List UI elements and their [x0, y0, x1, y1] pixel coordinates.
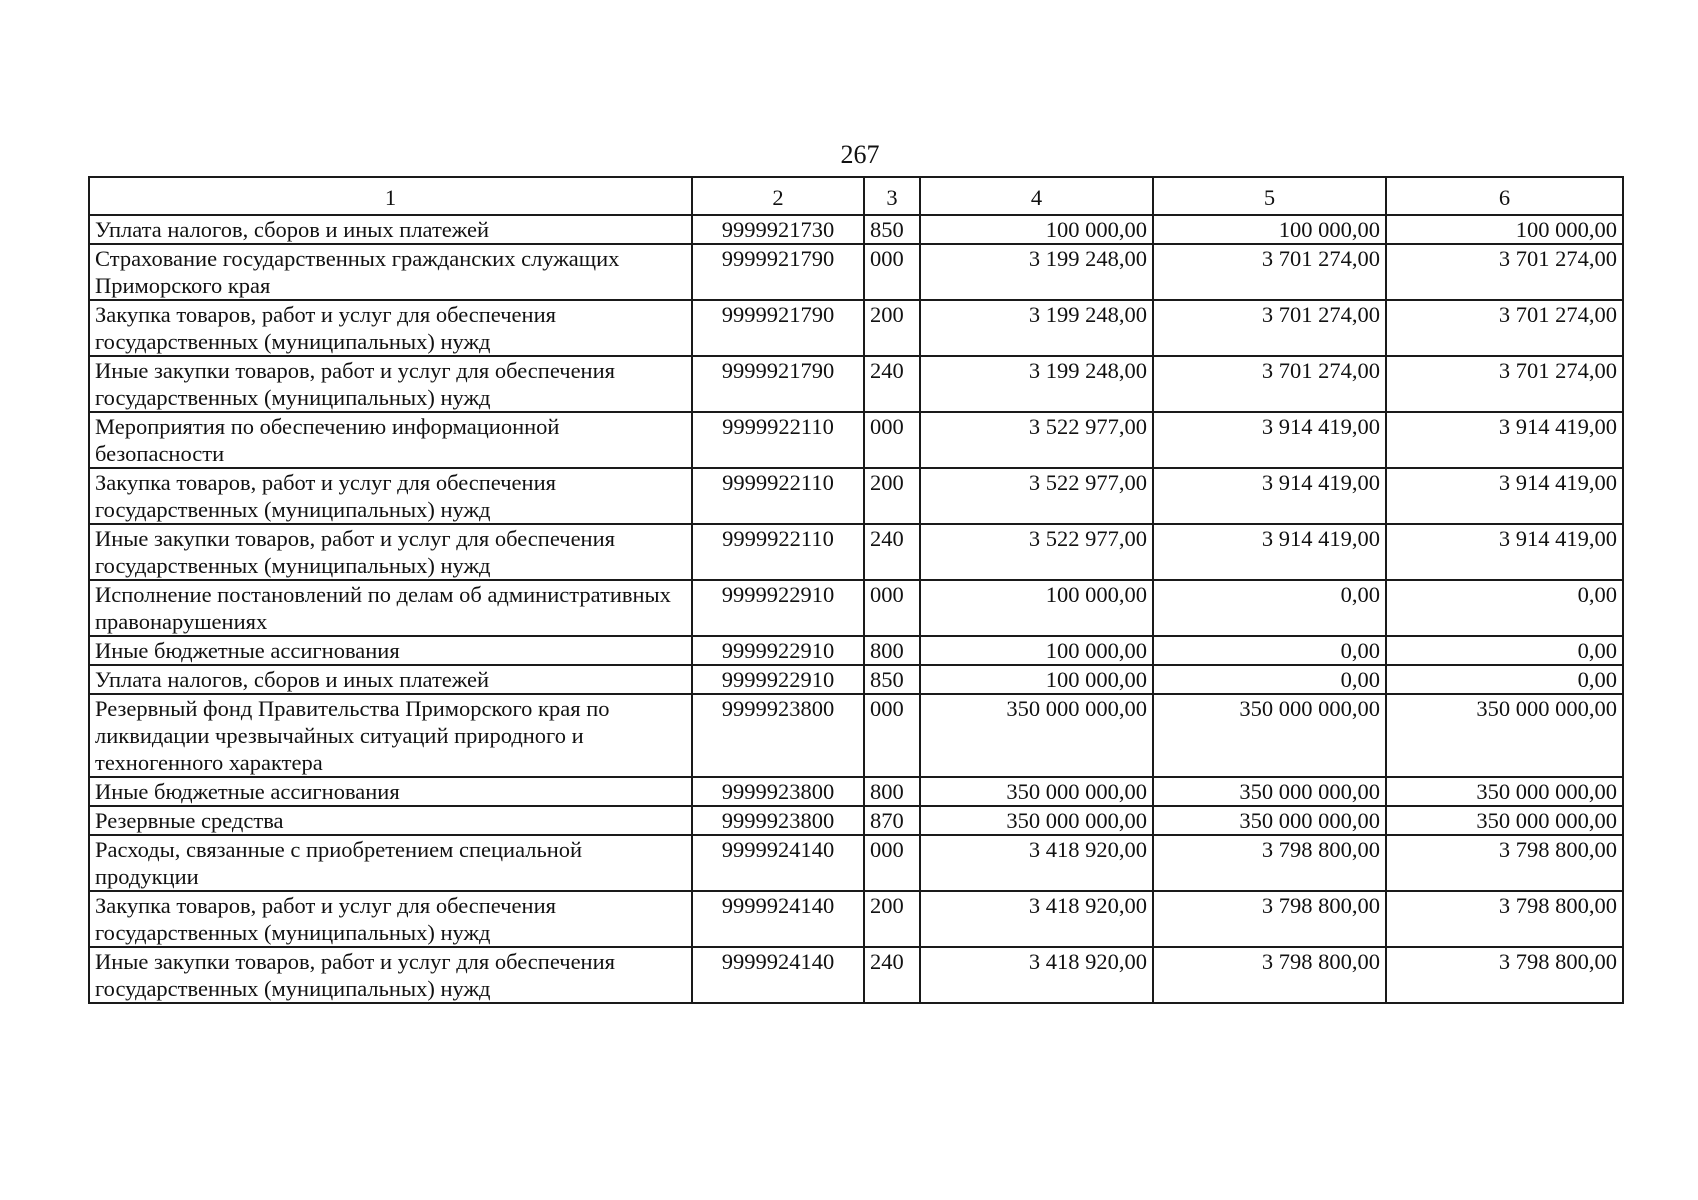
row-value-col5: 100 000,00: [1153, 215, 1386, 244]
row-name: Резервный фонд Правительства Приморского края по ликвидации чрезвычайных ситуаций природного и техногенного характера: [89, 694, 692, 777]
row-value-col6: 3 798 800,00: [1386, 947, 1623, 1003]
row-value-col4: 100 000,00: [920, 665, 1153, 694]
table-header-row: [89, 177, 1623, 215]
table-row: [89, 806, 1623, 835]
row-value-col6: 3 914 419,00: [1386, 468, 1623, 524]
row-name: Расходы, связанные с приобретением специальной продукции: [89, 835, 692, 891]
row-value-col6: 350 000 000,00: [1386, 777, 1623, 806]
row-name: Иные бюджетные ассигнования: [89, 636, 692, 665]
row-expense-type: 240: [864, 524, 920, 580]
row-name: Закупка товаров, работ и услуг для обеспечения государственных (муниципальных) нужд: [89, 300, 692, 356]
row-value-col5: 350 000 000,00: [1153, 777, 1386, 806]
row-value-col5: 3 701 274,00: [1153, 244, 1386, 300]
row-value-col5: 3 798 800,00: [1153, 835, 1386, 891]
row-name: Уплата налогов, сборов и иных платежей: [89, 665, 692, 694]
row-value-col5: 3 914 419,00: [1153, 412, 1386, 468]
row-value-col4: 3 418 920,00: [920, 891, 1153, 947]
row-value-col6: 0,00: [1386, 580, 1623, 636]
row-value-col5: 0,00: [1153, 636, 1386, 665]
row-value-col4: 3 522 977,00: [920, 524, 1153, 580]
row-expense-type: 000: [864, 580, 920, 636]
row-expense-type: 000: [864, 244, 920, 300]
row-name: Иные закупки товаров, работ и услуг для обеспечения государственных (муниципальных) нужд: [89, 524, 692, 580]
row-name: Иные закупки товаров, работ и услуг для обеспечения государственных (муниципальных) нужд: [89, 356, 692, 412]
row-target-code: 9999924140: [692, 947, 864, 1003]
row-target-code: 9999921790: [692, 356, 864, 412]
table-row: [89, 300, 1623, 356]
row-target-code: 9999922910: [692, 636, 864, 665]
row-name: Иные закупки товаров, работ и услуг для обеспечения государственных (муниципальных) нужд: [89, 947, 692, 1003]
row-value-col4: 350 000 000,00: [920, 777, 1153, 806]
row-expense-type: 000: [864, 694, 920, 777]
row-target-code: 9999922110: [692, 524, 864, 580]
row-value-col4: 100 000,00: [920, 636, 1153, 665]
row-value-col5: 0,00: [1153, 665, 1386, 694]
row-value-col5: 350 000 000,00: [1153, 806, 1386, 835]
row-value-col4: 3 522 977,00: [920, 468, 1153, 524]
row-value-col5: 3 798 800,00: [1153, 947, 1386, 1003]
row-target-code: 9999924140: [692, 835, 864, 891]
row-value-col5: 3 914 419,00: [1153, 524, 1386, 580]
row-value-col6: 3 798 800,00: [1386, 835, 1623, 891]
row-value-col6: 3 701 274,00: [1386, 300, 1623, 356]
row-target-code: 9999921730: [692, 215, 864, 244]
table-row: [89, 636, 1623, 665]
row-expense-type: 870: [864, 806, 920, 835]
row-target-code: 9999922110: [692, 468, 864, 524]
row-target-code: 9999924140: [692, 891, 864, 947]
row-value-col4: 3 199 248,00: [920, 300, 1153, 356]
row-name: Резервные средства: [89, 806, 692, 835]
table-row: [89, 694, 1623, 777]
row-value-col4: 3 522 977,00: [920, 412, 1153, 468]
row-target-code: 9999922110: [692, 412, 864, 468]
page-number: 267: [840, 140, 880, 169]
row-target-code: 9999923800: [692, 777, 864, 806]
row-value-col4: 3 418 920,00: [920, 947, 1153, 1003]
row-name: Иные бюджетные ассигнования: [89, 777, 692, 806]
table-row: [89, 356, 1623, 412]
row-value-col5: 3 701 274,00: [1153, 356, 1386, 412]
row-value-col5: 3 914 419,00: [1153, 468, 1386, 524]
row-target-code: 9999921790: [692, 244, 864, 300]
column-header-3: 3: [864, 177, 920, 215]
row-target-code: 9999923800: [692, 694, 864, 777]
table-row: [89, 777, 1623, 806]
column-header-5: 5: [1153, 177, 1386, 215]
column-header-2: 2: [692, 177, 864, 215]
table-row: [89, 891, 1623, 947]
row-expense-type: 240: [864, 356, 920, 412]
row-name: Закупка товаров, работ и услуг для обеспечения государственных (муниципальных) нужд: [89, 468, 692, 524]
row-target-code: 9999922910: [692, 580, 864, 636]
row-value-col6: 3 798 800,00: [1386, 891, 1623, 947]
row-target-code: 9999923800: [692, 806, 864, 835]
table-row: [89, 244, 1623, 300]
row-target-code: 9999922910: [692, 665, 864, 694]
row-value-col6: 0,00: [1386, 636, 1623, 665]
row-value-col6: 100 000,00: [1386, 215, 1623, 244]
row-value-col6: 3 701 274,00: [1386, 356, 1623, 412]
table-row: [89, 412, 1623, 468]
row-value-col4: 350 000 000,00: [920, 806, 1153, 835]
table-row: [89, 580, 1623, 636]
column-header-1: 1: [89, 177, 692, 215]
column-header-4: 4: [920, 177, 1153, 215]
table-row: [89, 468, 1623, 524]
row-expense-type: 240: [864, 947, 920, 1003]
row-value-col6: 3 701 274,00: [1386, 244, 1623, 300]
row-expense-type: 850: [864, 665, 920, 694]
row-name: Исполнение постановлений по делам об административных правонарушениях: [89, 580, 692, 636]
row-expense-type: 200: [864, 468, 920, 524]
column-header-6: 6: [1386, 177, 1623, 215]
row-expense-type: 000: [864, 835, 920, 891]
row-value-col6: 350 000 000,00: [1386, 806, 1623, 835]
row-expense-type: 800: [864, 636, 920, 665]
row-value-col4: 100 000,00: [920, 580, 1153, 636]
row-expense-type: 800: [864, 777, 920, 806]
row-value-col5: 3 701 274,00: [1153, 300, 1386, 356]
table-row: [89, 835, 1623, 891]
row-expense-type: 850: [864, 215, 920, 244]
row-value-col4: 350 000 000,00: [920, 694, 1153, 777]
table-row: [89, 665, 1623, 694]
row-value-col4: 3 199 248,00: [920, 244, 1153, 300]
row-value-col6: 3 914 419,00: [1386, 412, 1623, 468]
row-value-col5: 350 000 000,00: [1153, 694, 1386, 777]
row-value-col5: 0,00: [1153, 580, 1386, 636]
row-value-col4: 3 199 248,00: [920, 356, 1153, 412]
row-value-col4: 100 000,00: [920, 215, 1153, 244]
row-value-col6: 3 914 419,00: [1386, 524, 1623, 580]
row-target-code: 9999921790: [692, 300, 864, 356]
row-expense-type: 200: [864, 891, 920, 947]
table-row: [89, 947, 1623, 1003]
row-value-col5: 3 798 800,00: [1153, 891, 1386, 947]
row-value-col4: 3 418 920,00: [920, 835, 1153, 891]
budget-table: [88, 176, 1624, 1004]
row-value-col6: 350 000 000,00: [1386, 694, 1623, 777]
row-name: Закупка товаров, работ и услуг для обеспечения государственных (муниципальных) нужд: [89, 891, 692, 947]
table-row: [89, 215, 1623, 244]
row-name: Мероприятия по обеспечению информационной безопасности: [89, 412, 692, 468]
row-expense-type: 200: [864, 300, 920, 356]
row-value-col6: 0,00: [1386, 665, 1623, 694]
table-row: [89, 524, 1623, 580]
row-expense-type: 000: [864, 412, 920, 468]
row-name: Уплата налогов, сборов и иных платежей: [89, 215, 692, 244]
row-name: Страхование государственных гражданских служащих Приморского края: [89, 244, 692, 300]
